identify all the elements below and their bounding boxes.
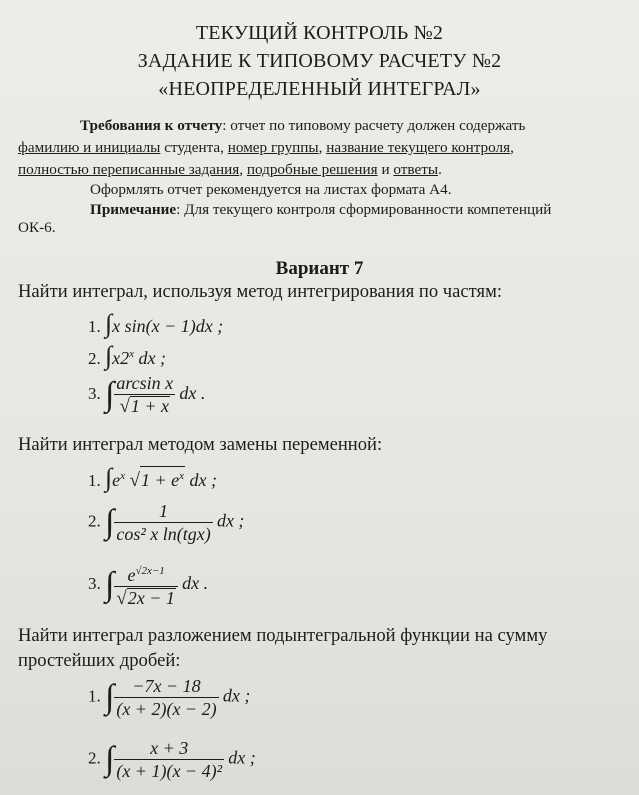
note-label: Примечание [90,201,177,218]
s2-item-3: 3. ∫ $\frac{e^{√2x-1}}{√2x - 1}$ dx . [88,560,208,610]
note-line-2: ОК-6. [18,219,56,236]
formula-s2-2: $\frac{1}{\text{cos² x ln(tgx)}}$ [116,501,211,544]
section-2-task: Найти интеграл методом замены переменной: [18,434,383,455]
req-item-solutions: подробные решения [246,161,378,178]
requirements-line-1: Требования к отчету: отчет по типовому расчету должен содержать [80,117,526,134]
section-3-task-line-2: простейших дробей: [18,650,181,671]
note-line-1: Примечание: Для текущего контроля сформированности компетенций [90,201,552,218]
formula-s1-1: x sin(x − 1)dx ; [112,316,224,336]
s3-item-2: 2. ∫ $\frac{x + 3}{\text{(x + 1)(x − 4)²}}$ dx ; [88,738,256,781]
requirements-line-3: полностью переписанные задания, подробные решения и ответы. [18,161,442,178]
s1-item-3: 3. ∫ $\frac{\text{arcsin x}}{√1 + x}$ dx . [88,373,206,417]
integral-sign: ∫ [105,463,113,492]
integral-sign: ∫ [105,376,115,413]
req-item-answers: ответы [393,161,439,178]
requirements-label: Требования к отчету [80,117,223,134]
integral-sign: ∫ [105,503,115,541]
integral-sign: ∫ [105,678,115,716]
formula-s1-3: $\frac{\text{arcsin x}}{√1 + x}$ [116,373,174,417]
req-item-group: номер группы [227,139,319,156]
req-item-name: фамилию и инициалы [18,139,161,156]
integral-sign: ∫ [105,309,113,338]
section-1-task: Найти интеграл, используя метод интегрирования по частям: [18,281,503,302]
header-line-2: ЗАДАНИЕ К ТИПОВОМУ РАСЧЕТУ №2 [137,50,502,72]
s2-item-2: 2. ∫ $\frac{1}{\text{cos² x ln(tgx)}}$ dx ; [88,501,245,544]
formula-s1-2: x2$^x$ dx ; [112,348,166,368]
formula-s3-2: $\frac{x + 3}{\text{(x + 1)(x − 4)²}}$ [116,738,222,781]
integral-sign: ∫ [105,341,113,370]
integral-sign: ∫ [105,740,115,778]
formula-s3-1: $\frac{-7x - 18}{(x + 2)(x - 2)}$ [116,676,217,719]
variant-title: Вариант 7 [275,258,364,279]
formula-s2-1: $e^x$ $√1 + e^x$ dx ; [112,470,217,490]
header-line-3: «НЕОПРЕДЕЛЕННЫЙ ИНТЕГРАЛ» [158,78,481,100]
requirements-line-2: фамилию и инициалы студента, номер группы, название текущего контроля, [18,139,514,156]
s1-item-2: 2. ∫x2$^x$ dx ; [88,341,166,370]
s3-item-1: 1. ∫ $\frac{-7x - 18}{(x + 2)(x - 2)}$ dx ; [88,676,251,719]
s2-item-1: 1. $\int e^x$ $√1 + e^x$ dx ; [88,463,217,492]
req-item-control: название текущего контроля [326,139,511,156]
format-note: Оформлять отчет рекомендуется на листах формата А4. [90,181,452,198]
req-item-tasks: полностью переписанные задания [18,161,240,178]
formula-s2-3: $\frac{e^{√2x-1}}{√2x - 1}$ [114,560,178,610]
section-3-task-line-1: Найти интеграл разложением подынтегральной функции на сумму [18,625,548,646]
integral-sign: ∫ [105,566,115,603]
s1-item-1: 1. ∫x sin(x − 1)dx ; [88,309,224,338]
header-line-1: ТЕКУЩИЙ КОНТРОЛЬ №2 [195,22,444,44]
